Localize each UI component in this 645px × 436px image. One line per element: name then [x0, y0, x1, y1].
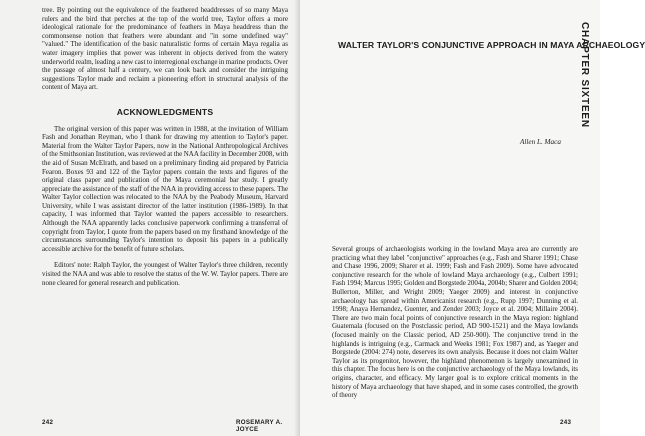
right-page-number: 243 [560, 419, 572, 426]
right-page-body [332, 245, 578, 400]
chapter-title: WALTER TAYLOR'S CONJUNCTIVE APPROACH IN MAYA ARCHAEOLOGY [338, 40, 645, 50]
chapter-author: Allen L. Maca [520, 138, 561, 146]
editors-note-paragraph: Editors' note: Ralph Taylor, the youngest of Walter Taylor's three children, recently visited the NAA and was able to resolve the status of the W. W. Taylor papers. There are none cleared for general research and publication. [42, 261, 288, 287]
right-paragraph-1: Several groups of archaeologists working in the lowland Maya area are currently are practicing what they label "conjunctive" approaches (e.g., Fash and Sharer 1991; Chase and Chase 1996, 2009; Sharer et al. 1999; Fash and Fash 2009). Some have advocated conjunctive research for the whole of lowland Maya archaeology (e.g., Culbert 1991; Fash 1994; Marcus 1995; Golden and Borgstede 2004a, 2004b; Sharer and Golden 2004; Bullerton, Miller, and Wright 2009; Yaeger 2009) and interest in conjunctive archaeology has spread within Americanist research (e.g., Rupp 1997; Dunning et al. 1998; Anaya Hernandez, Guenter, and Zender 2003; Joyce et al. 2004; Millaire 2004). There are two main focal points of conjunctive research in the Maya region: highland Guatemala (focused on the Postclassic period, AD 900-1521) and the Maya lowlands (focused mainly on the Classic period, AD 250-900). The conjunctive trend in the highlands is intriguing (e.g., Carmack and Weeks 1981; Fox 1987) and, as Yaeger and Borgstede (2004: 274) note, deserves its own analysis. Because it does not claim Walter Taylor as its progenitor, however, the highland phenomenon is largely unexamined in this chapter. The focus here is on the conjunctive archaeology of the Maya lowlands, its origins, character, and efficacy. My larger goal is to explore critical moments in the history of Maya archaeology that have shaped, and in some cases controlled, the growth of theory [332, 245, 578, 400]
acknowledgments-paragraph: The original version of this paper was written in 1988, at the invitation of William Fash and Jonathan Reyman, who I thank for drawing my attention to Taylor's paper. Material from the Walter Taylor Papers, now in the National Anthropological Archives of the Smithsonian Institution, was reviewed at the NAA facility in December 2008, with the aid of Susan McElrath, and based on a preliminary finding aid prepared by Patricia Fearon. Boxes 93 and 122 of the Taylor papers contain the texts and figures of the original class paper and publication of the Maya ceremonial bar study. I greatly appreciate the assistance of the staff of the NAA in providing access to these papers. The Walter Taylor collection was relocated to the NAA by the Peabody Museum, Harvard University, while I was assistant director of the latter institution (1986-1989). In that capacity, I was informed that Taylor wanted the papers accessible to researchers. Although the NAA apparently lacks conclusive paperwork confirming a transferral of copyright from Taylor, I quote from the papers based on my firsthand knowledge of the circumstances surrounding Taylor's intention to deposit his papers in a publically accessible archive for the benefit of future scholars. [42, 124, 288, 253]
acknowledgments-heading: ACKNOWLEDGMENTS [116, 106, 214, 117]
running-head-author: ROSEMARY A. JOYCE [236, 419, 283, 433]
left-page-body [42, 6, 288, 287]
left-page [0, 0, 300, 436]
left-paragraph-1: tree. By pointing out the equivalence of the feathered headdresses of so many Maya rulers and the bird that perches at the top of the world tree, Taylor offers a more ideological rationale for the predominance of feathers in Maya headdress than the commonsense notion that feathers were abundant and "in some undefined way" "valued." The identification of the basic naturalistic forms of certain Maya regalia as water imagery implies that power was inherent in objects derived from the watery underworld realm, leading a new cast to interregional exchange in marine products. Over the passage of almost half a century, we can look back and consider the intriguing suggestions Taylor made and reclaim a pioneering effort in structural analysis of the content of Maya art. [42, 6, 288, 92]
chapter-label: CHAPTER SIXTEEN [579, 22, 590, 128]
left-page-number: 242 [42, 419, 54, 426]
